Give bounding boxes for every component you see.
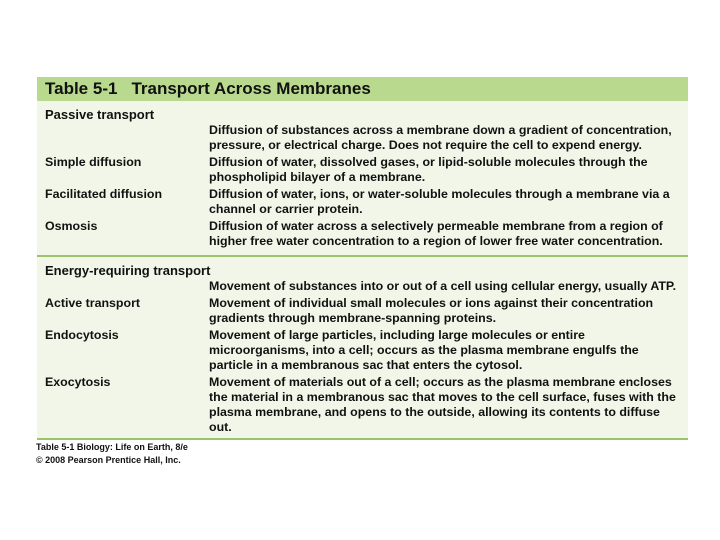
row-term: Active transport <box>45 296 141 310</box>
row-term: Exocytosis <box>45 375 111 389</box>
caption-line-source: Table 5-1 Biology: Life on Earth, 8/e <box>36 442 188 452</box>
row-term: Facilitated diffusion <box>45 187 163 201</box>
row-term: Simple diffusion <box>45 155 142 169</box>
row-description: Movement of materials out of a cell; occurs as the plasma membrane encloses the material in a membranous sac that moves to the cell surface, fuses with the plasma membrane, and opens to the outside, allowing its contents to diffuse out. <box>209 375 676 434</box>
table-row <box>37 279 688 294</box>
row-description: Diffusion of water, dissolved gases, or lipid-soluble molecules through the phospholipid bilayer of a membrane. <box>209 155 648 184</box>
section-energy-requiring-transport <box>37 263 688 435</box>
table-title: Transport Across Membranes <box>131 79 371 98</box>
caption-line-copyright: © 2008 Pearson Prentice Hall, Inc. <box>36 455 181 465</box>
table-row <box>37 296 688 326</box>
row-description: Movement of large particles, including large molecules or entire microorganisms, into a cell; occurs as the plasma membrane engulfs the particle in a membranous sac that enters the cytosol. <box>209 328 639 372</box>
table-row <box>37 375 688 435</box>
table-row <box>37 328 688 373</box>
transport-table <box>37 77 688 440</box>
table-title-bar <box>37 77 688 101</box>
row-description: Diffusion of water, ions, or water-soluble molecules through a membrane via a channel or carrier protein. <box>209 187 670 216</box>
section-heading: Passive transport <box>45 107 155 122</box>
table-row <box>37 155 688 185</box>
row-description: Diffusion of water across a selectively permeable membrane from a region of higher free water concentration to a region of lower free water concentration. <box>209 219 663 248</box>
row-description: Movement of individual small molecules or ions against their concentration gradients through membrane-spanning proteins. <box>209 296 654 325</box>
table-row <box>37 187 688 217</box>
section-divider <box>37 255 688 257</box>
row-term <box>37 279 207 294</box>
section-heading: Energy-requiring transport <box>45 263 211 278</box>
row-term: Endocytosis <box>45 328 119 342</box>
row-term <box>37 123 207 153</box>
table-row <box>37 123 688 153</box>
row-term: Osmosis <box>45 219 98 233</box>
row-description: Diffusion of substances across a membrane down a gradient of concentration, pressure, or electrical charge. Does not require the cell to expend energy. <box>209 123 672 152</box>
section-passive-transport <box>37 101 688 249</box>
table-number: Table 5-1 <box>45 79 118 98</box>
source-caption <box>36 441 188 467</box>
row-description: Movement of substances into or out of a cell using cellular energy, usually ATP. <box>209 279 677 293</box>
table-row <box>37 219 688 249</box>
